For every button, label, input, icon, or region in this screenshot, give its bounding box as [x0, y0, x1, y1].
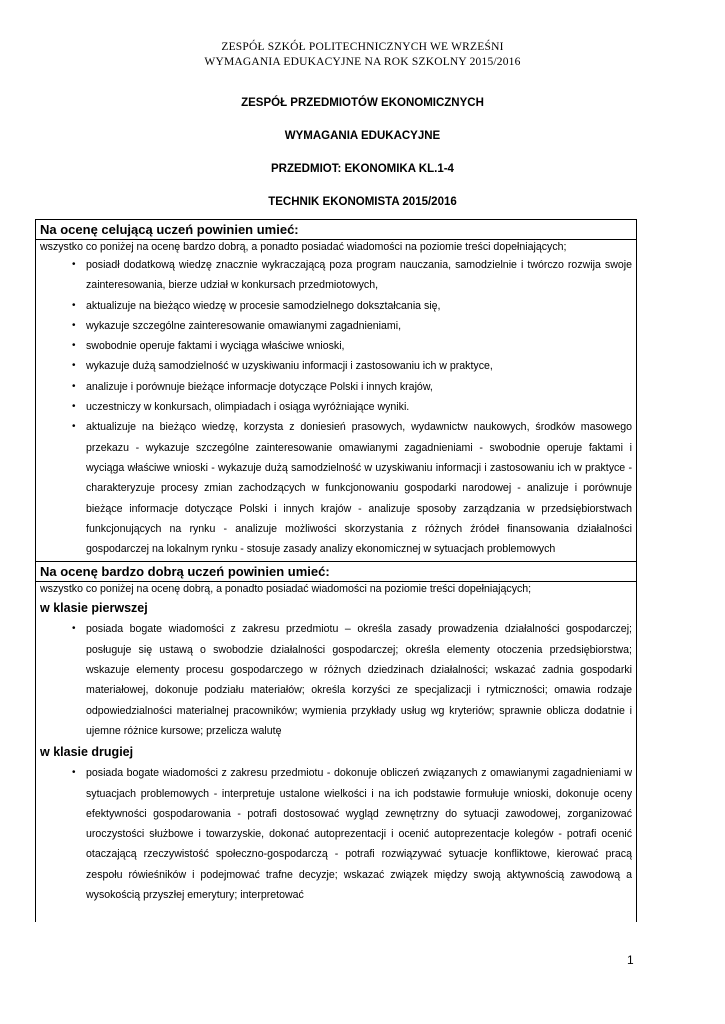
list-item [36, 255, 636, 296]
bullet-icon: • [72, 319, 76, 331]
bullet-icon: • [72, 299, 76, 311]
list-item-text: swobodnie operuje faktami i wyciąga właściwe wnioski, [86, 340, 345, 353]
list-item [36, 763, 636, 905]
bullet-icon: • [72, 380, 76, 392]
list-item-text: posiadł dodatkową wiedzę znacznie wykraczającą poza program nauczania, samodzielnie i twórczo rozwija swoje zainteresowania, bierze udział w konkursach przedmiotowych, [86, 259, 632, 292]
title-subject: PRZEDMIOT: EKONOMIKA KL.1-4 [271, 163, 454, 175]
list-item [36, 336, 636, 356]
requirements-table [35, 219, 637, 922]
title-block [0, 92, 725, 224]
grade-bardzo-dobra-intro: wszystko co poniżej na ocenę dobrą, a ponadto posiadać wiadomości na poziomie treści dopełniających; [40, 583, 532, 596]
class-second-heading: w klasie drugiej [40, 745, 134, 760]
grade-celujaca-list [36, 255, 636, 559]
header-school-name: ZESPÓŁ SZKÓŁ POLITECHNICZNYCH WE WRZEŚNI [221, 41, 504, 53]
list-item-text: aktualizuje na bieżąco wiedzę w procesie samodzielnego dokształcania się, [86, 299, 441, 312]
list-item-text: aktualizuje na bieżąco wiedzę, korzysta z doniesień prasowych, wydawnictw naukowych, środków masowego przekazu - wykazuje szczególne zainteresowanie omawianymi zagadnieniami - swobodnie operuje faktami i wyciąga właściwe wnioski - wykazuje dużą samodzielność w uzyskiwaniu informacji i zastosowaniu ich w praktyce - charakteryzuje procesy zmian zachodzących w funkcjonowaniu gospodarki narodowej - analizuje i porównuje bieżące informacje dotyczące Polski i innych krajów - analizuje sposoby zarządzania w przedsiębiorstwach funkcjonujących na rynku - analizuje możliwości skorzystania z różnych źródeł finansowania działalności gospodarczej na lokalnym rynku - stosuje zasady analizy ekonomicznej w sytuacjach problemowych [86, 421, 632, 556]
bullet-icon: • [72, 259, 76, 270]
grade-celujaca-intro: wszystko co poniżej na ocenę bardzo dobrą, a ponadto posiadać wiadomości na poziomie treści dopełniających; [40, 241, 567, 253]
bullet-icon: • [72, 623, 76, 635]
running-header [0, 40, 725, 70]
list-item-text: uczestniczy w konkursach, olimpiadach i osiąga wyróżniające wyniki. [86, 401, 410, 414]
page-number: 1 [627, 953, 634, 967]
list-item-text: wykazuje dużą samodzielność w uzyskiwaniu informacji i zastosowaniu ich w praktyce, [86, 360, 493, 373]
list-item [36, 619, 636, 741]
bullet-icon: • [72, 767, 76, 779]
bullet-icon: • [72, 340, 76, 352]
class-second-list [36, 763, 636, 905]
bullet-icon: • [72, 421, 76, 433]
list-item [36, 296, 636, 316]
class-first-list [36, 619, 636, 741]
bullet-icon: • [72, 401, 76, 413]
list-item-text: posiada bogate wiadomości z zakresu przedmiotu – określa zasady prowadzenia działalności gospodarczej; posługuje się ustawą o swobodzie działalności gospodarczej; określa elementy otoczenia przedsiębiorstwa; wskazuje elementy procesu gospodarczego w różnych dziedzinach działalności; wskazać zadnia gospodarki materiałowej, dokonuje podziału materiałów; określa korzyści ze specjalizacji i rytmiczności; omawia rodzaje odpowiedzialności materialnej pracowników; wymienia przykłady usług wg kryteriów; sprawnie oblicza dodatnie i ujemne różnice kursowe; przelicza walutę [86, 623, 632, 737]
list-item-text: analizuje i porównuje bieżące informacje dotyczące Polski i innych krajów, [86, 380, 433, 393]
bullet-icon: • [72, 360, 76, 372]
title-team: ZESPÓŁ PRZEDMIOTÓW EKONOMICZNYCH [241, 97, 484, 109]
list-item-text: posiada bogate wiadomości z zakresu przedmiotu - dokonuje obliczeń związanych z omawianymi zagadnieniami w sytuacjach problemowych - interpretuje ustalone wielkości i na ich podstawie formułuje wnioski, dokonuje oceny efektywności gospodarowania - potrafi dostosować wygląd zewnętrzny do sytuacji zawodowej, zorganizować uroczystości służbowe i towarzyskie, dokonać autoprezentacji i ocenić autoprezentacje kolegów - potrafi ocenić otaczającą rzeczywistość społeczno-gospodarczą - potrafi rozwiązywać sytuacje konfliktowe, kierować pracą zespołu rówieśników i podejmować trafne decyzje; wskazać związek między swoją aktywnością zawodową a wysokością przyszłej emerytury; interpretować [86, 767, 632, 902]
class-first-heading: w klasie pierwszej [40, 601, 148, 616]
grade-celujaca-heading: Na ocenę celującą uczeń powinien umieć: [36, 220, 636, 240]
list-item-text: wykazuje szczególne zainteresowanie omawianymi zagadnieniami, [86, 319, 402, 332]
list-item [36, 397, 636, 417]
list-item [36, 356, 636, 376]
header-school-year: WYMAGANIA EDUKACYJNE NA ROK SZKOLNY 2015/2016 [204, 56, 521, 68]
list-item [36, 417, 636, 559]
title-profession: TECHNIK EKONOMISTA 2015/2016 [268, 196, 457, 208]
list-item [36, 377, 636, 397]
title-requirements: WYMAGANIA EDUKACYJNE [284, 130, 441, 142]
grade-bardzo-dobra-heading: Na ocenę bardzo dobrą uczeń powinien umieć: [36, 561, 636, 582]
list-item [36, 316, 636, 336]
